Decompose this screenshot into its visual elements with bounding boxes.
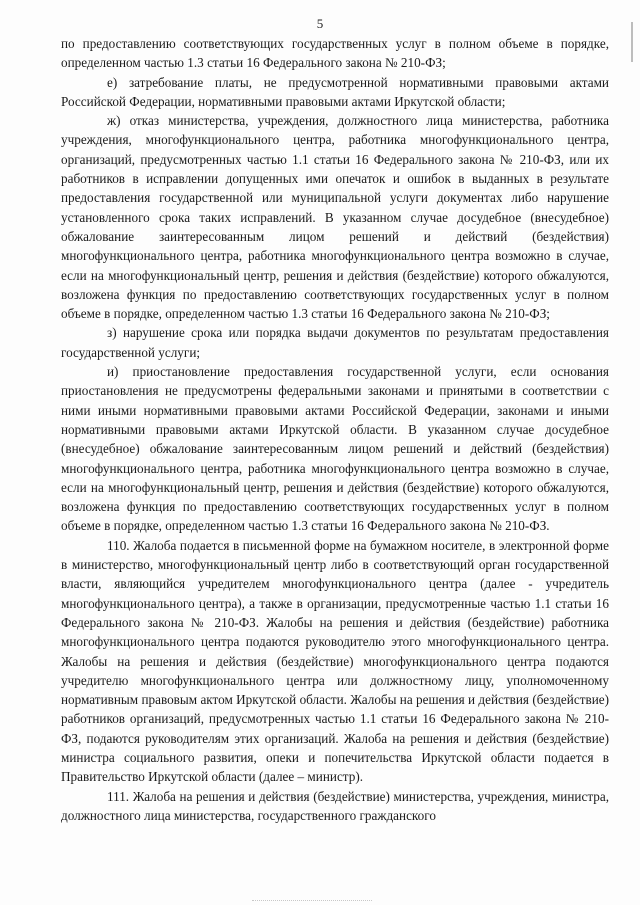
paragraph-item-z: з) нарушение срока или порядка выдачи документов по результатам предоставления государственной услуги; [61, 325, 609, 360]
paragraph-item-zh: ж) отказ министерства, учреждения, должностного лица министерства, работника учреждения, многофункционального центра, работника многофункционального центра, организаций, предусмотренных частью 1.1 статьи 16 Федерального закона № 210-ФЗ, или их работников в исправлении допущенных ими опечаток и ошибок в выданных в результате предоставления государственной или муниципальной услуги документах либо нарушение установленного срока таких исправлений. В указанном случае досудебное (внесудебное) обжалование заинтересованным лицом решений и действий (бездействия) многофункционального центра, работника многофункционального центра возможно в случае, если на многофункциональный центр, решения и действия (бездействие) которого обжалуются, возложена функция по предоставлению соответствующих государственных услуг в полном объеме в порядке, определенном частью 1.3 статьи 16 Федерального закона № 210-ФЗ; [61, 113, 609, 322]
page-number: 5 [316, 16, 324, 31]
paragraph-item-i: и) приостановление предоставления государственной услуги, если основания приостановления не предусмотрены федеральными законами и принятыми в соответствии с ними иными нормативными правовыми актами Российской Федерации, законами и иными нормативными правовыми актами Иркутской области. В указанном случае досудебное (внесудебное) обжалование заинтересованным лицом решений и действий (бездействия) многофункционального центра, работника многофункционального центра возможно в случае, если на многофункциональный центр, решения и действия (бездействие) которого обжалуются, возложена функция по предоставлению соответствующих государственных услуг в полном объеме в порядке, определенном частью 1.3 статьи 16 Федерального закона № 210-ФЗ. [61, 364, 609, 534]
paragraph-continuation: по предоставлению соответствующих государственных услуг в полном объеме в порядке, определенном частью 1.3 статьи 16 Федерального закона № 210-ФЗ; [61, 36, 609, 71]
document-body [61, 34, 609, 825]
scan-bottom-artifact [252, 900, 372, 902]
paragraph-110: 110. Жалоба подается в письменной форме на бумажном носителе, в электронной форме в министерство, многофункциональный центр либо в соответствующий орган государственной власти, являющийся учредителем многофункционального центра (далее - учредитель многофункционального центра), а также в организации, предусмотренные частью 1.1 статьи 16 Федерального закона № 210-ФЗ. Жалобы на решения и действия (бездействие) работника многофункционального центра подаются руководителю этого многофункционального центра. Жалобы на решения и действия (бездействие) многофункционального центра подаются учредителю многофункционального центра или должностному лицу, уполномоченному нормативным правовым актом Иркутской области. Жалобы на решения и действия (бездействие) работников организаций, предусмотренных частью 1.1 статьи 16 Федерального закона № 210-ФЗ, подаются руководителям этих организаций. Жалоба на решения и действия (бездействие) министра социального развития, опеки и попечительства Иркутской области подается в Правительство Иркутской области (далее – министр). [61, 537, 609, 785]
paragraph-111: 111. Жалоба на решения и действия (бездействие) министерства, учреждения, министра, должностного лица министерства, государственного гражданского [61, 788, 609, 823]
paragraph-item-e: е) затребование платы, не предусмотренной нормативными правовыми актами Российской Федерации, нормативными правовыми актами Иркутской области; [61, 74, 609, 109]
